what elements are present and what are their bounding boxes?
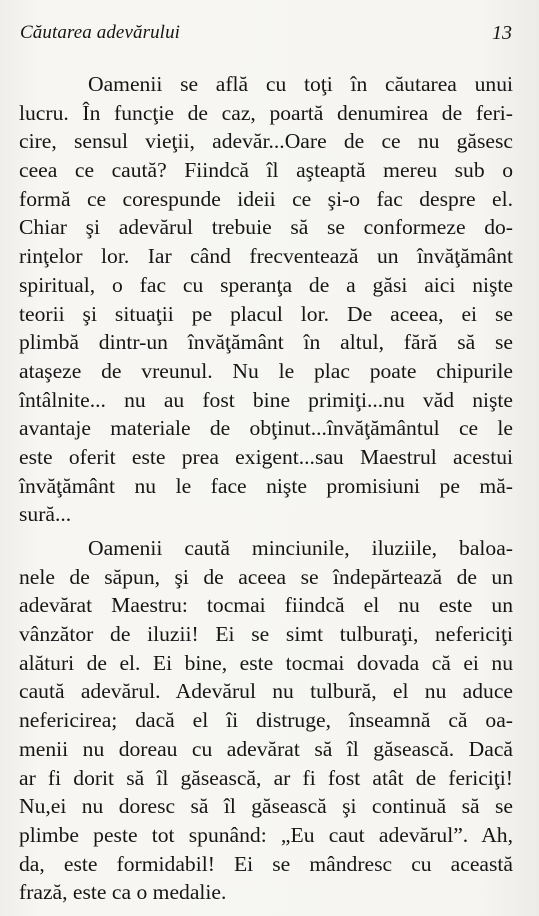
text-line: vânzător de iluzii! Ei se simt tulburaţi, nefericiţi — [19, 622, 513, 647]
text-line: lucru. În funcţie de caz, poartă denumirea de feri- — [19, 100, 513, 125]
text-line: menii nu doreau cu adevărat să îl găsească. Dacă — [19, 736, 513, 761]
page-number: 13 — [492, 22, 512, 44]
text-line: plimbe peste tot spunând: „Eu caut adevărul”. Ah, — [19, 822, 513, 847]
text-line: caută adevărul. Adevărul nu tulbură, el nu aduce — [19, 679, 513, 704]
text-line: Oamenii caută minciunile, iluziile, baloa- — [88, 536, 513, 560]
page-header — [20, 22, 512, 48]
text-line: avantaje materiale de obţinut...învăţământul ce le — [19, 416, 513, 441]
text-line: cire, sensul vieţii, adevăr...Oare de ce nu găsesc — [19, 129, 513, 154]
text-line: formă ce corespunde ideii ce şi-o fac despre el. — [19, 186, 513, 211]
running-title: Căutarea adevărului — [20, 22, 181, 43]
text-line: da, este formidabil! Ei se mândresc cu această — [19, 851, 513, 876]
text-line: teorii şi situaţii pe placul lor. De aceea, ei se — [19, 301, 513, 326]
text-line: alături de el. Ei bine, este tocmai dovada că ei nu — [19, 650, 513, 675]
text-line: întâlnite... nu au fost bine primiţi...nu văd nişte — [19, 387, 513, 412]
text-line: ceea ce caută? Fiindcă îl aşteaptă mereu sub o — [19, 158, 513, 183]
text-line: ataşeze de vreunul. Nu le plac poate chipurile — [19, 358, 513, 383]
text-line: este oferit este prea exigent...sau Maestrul acestui — [19, 444, 513, 469]
paragraph-2 — [19, 534, 513, 907]
text-line: învăţământ nu le face nişte promisiuni pe mă- — [19, 473, 513, 498]
text-line: nefericirea; dacă el îi distruge, înseamnă că oa- — [19, 708, 513, 733]
text-line: plimbă dintr-un învăţământ în altul, fără să se — [19, 330, 513, 355]
body-text — [19, 70, 513, 907]
text-line: frază, este ca o medalie. — [19, 880, 227, 905]
text-line: Nu,ei nu doresc să îl găsească şi continuă să se — [19, 794, 513, 819]
text-line: rinţelor lor. Iar când frecventează un învăţământ — [19, 244, 513, 269]
paragraph-1 — [19, 70, 513, 529]
text-line: sură... — [19, 502, 72, 527]
text-line: adevărat Maestru: tocmai fiindcă el nu este un — [19, 593, 513, 618]
text-line: Chiar şi adevărul trebuie să se conformeze do- — [19, 215, 513, 240]
text-line: Oamenii se află cu toţi în căutarea unui — [88, 72, 513, 96]
text-line: ar fi dorit să îl găsească, ar fi fost atât de fericiţi! — [19, 765, 513, 790]
text-line: nele de săpun, şi de aceea se îndepărtează de un — [19, 564, 513, 589]
text-line: spiritual, o fac cu speranţa de a găsi aici nişte — [19, 272, 513, 297]
